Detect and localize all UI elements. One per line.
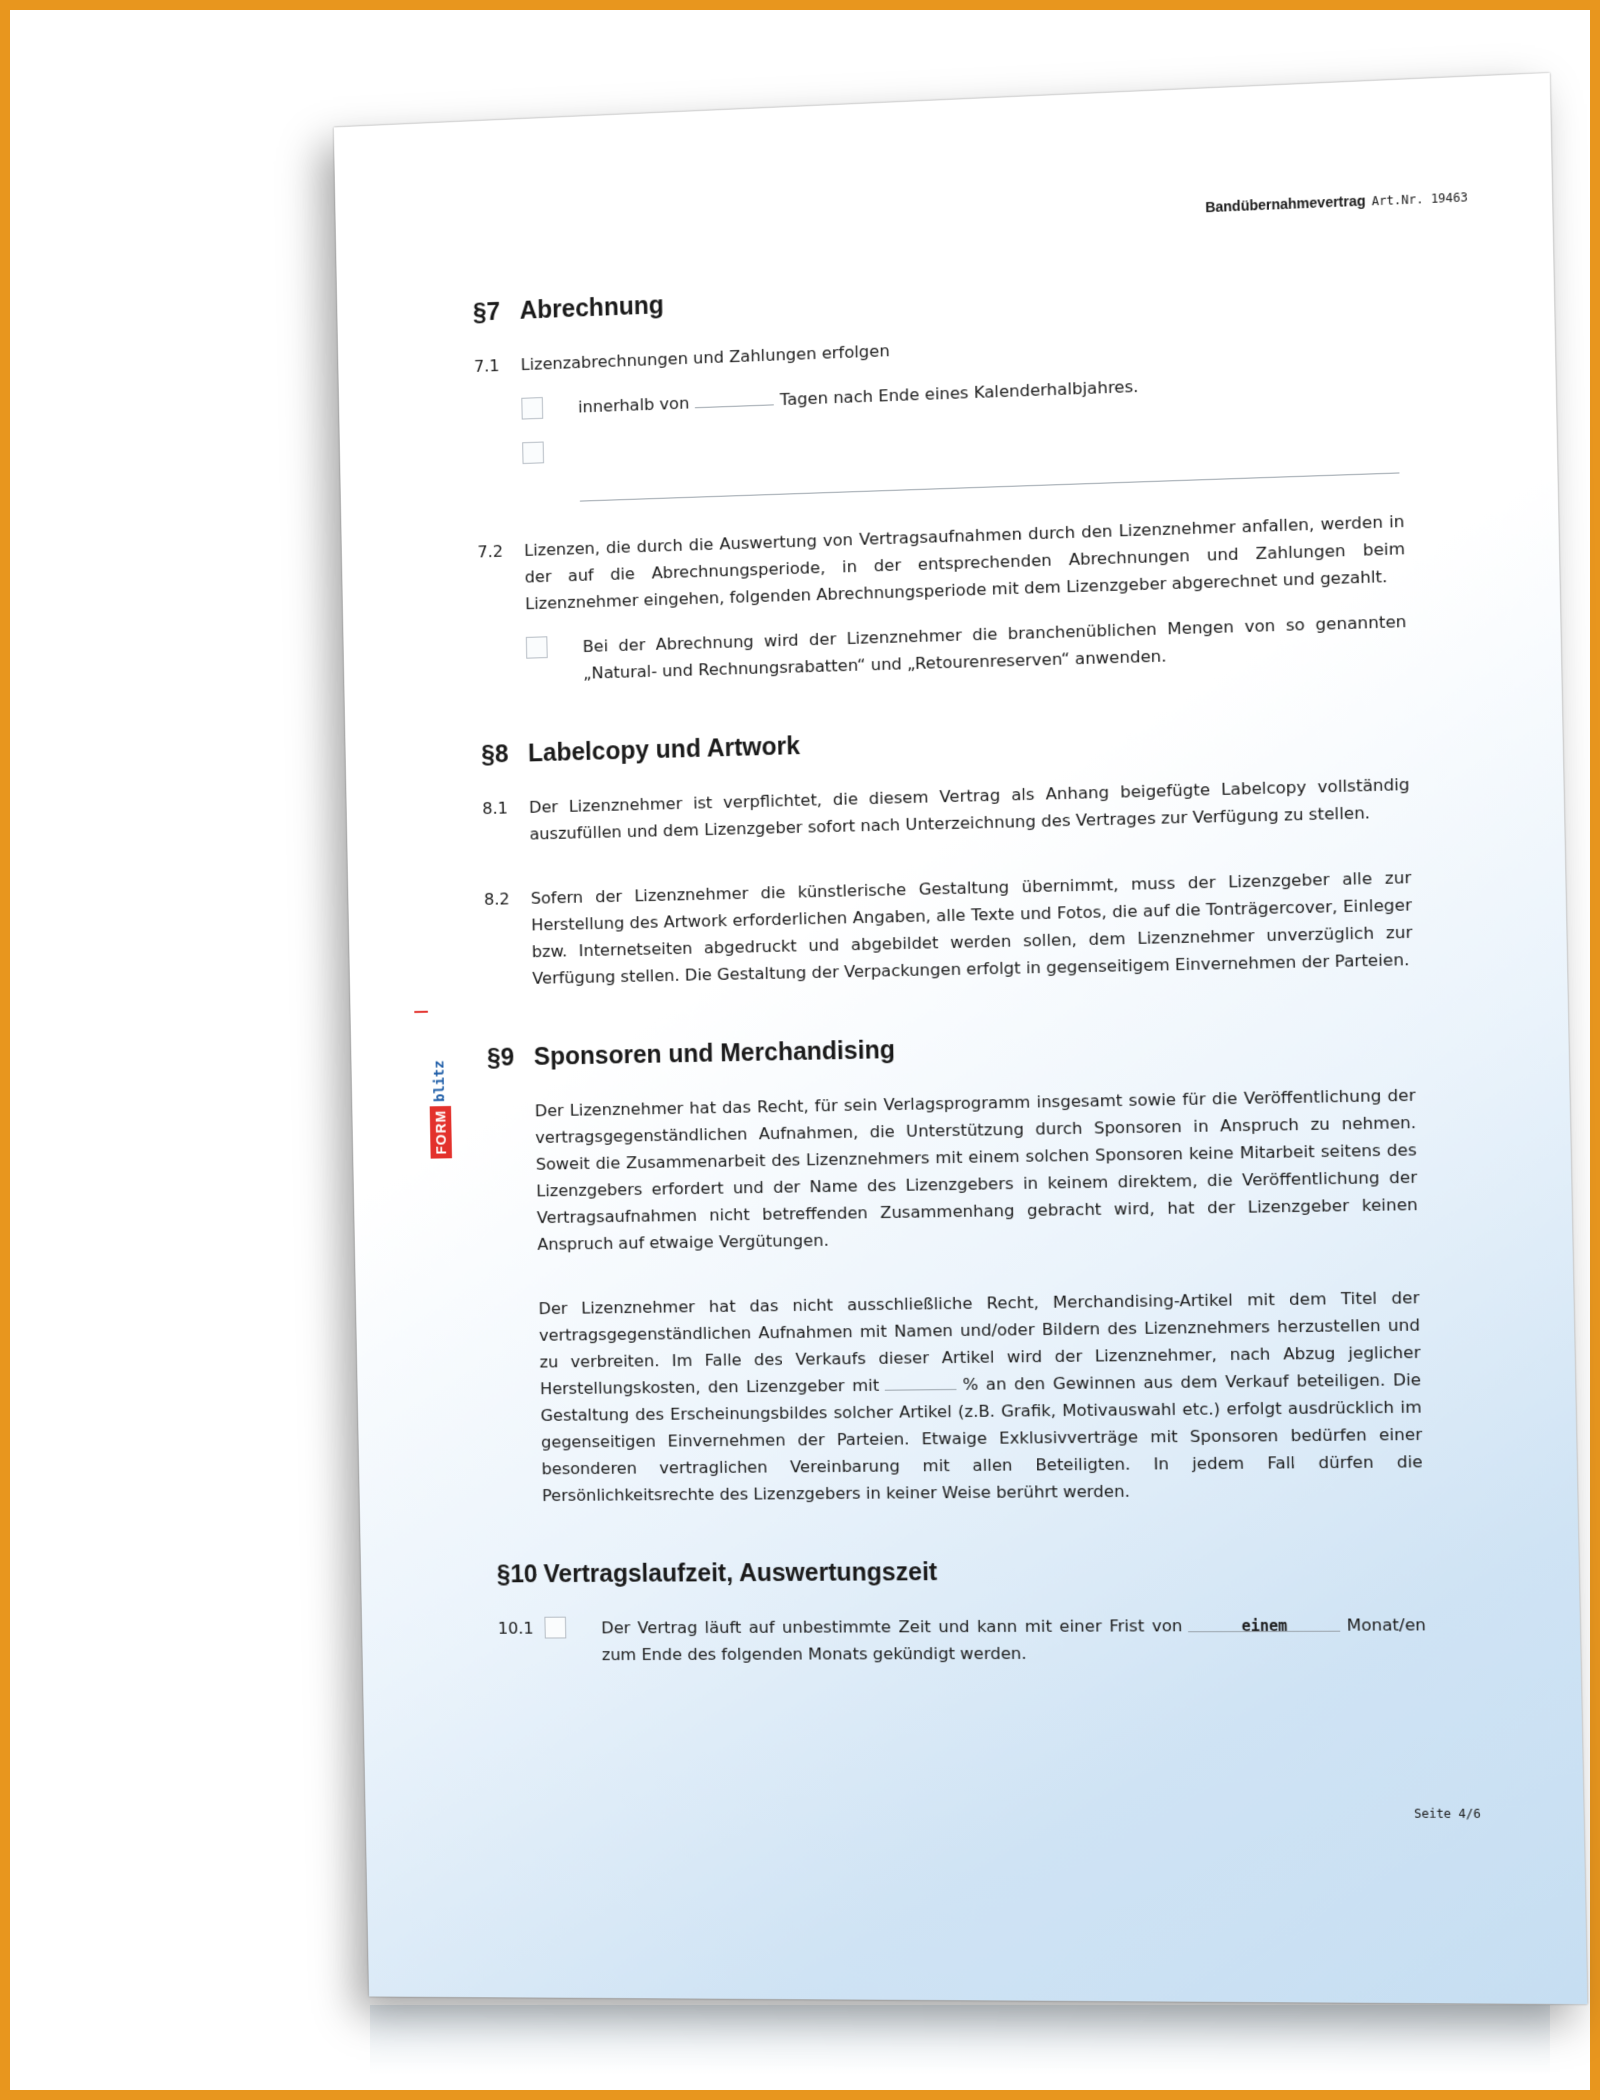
- clause-7-2: [477, 508, 1406, 619]
- option-text-after: Tagen nach Ende eines Kalenderhalbjahres.: [779, 376, 1139, 410]
- clause-text: Lizenzen, die durch die Auswertung von Vertragsaufnahmen durch den Lizenznehmer anfallen, werden in der auf die Abrechnungsperiode, in der entsprechenden Abrechnungen und Zahlungen beim Lizenznehmer eingehen, folgenden Abrechnungsperiode mit dem Lizenzgeber abgerechnet und gezahlt.: [524, 511, 1406, 614]
- section-10-title: [497, 1555, 1426, 1589]
- clause-8-1: [482, 771, 1410, 849]
- clause-text-before: Der Vertrag läuft auf unbestimmte Zeit und kann mit einer Frist von: [601, 1616, 1183, 1638]
- checkbox-7-1-b[interactable]: [522, 442, 544, 465]
- section-9-paragraph-2: [538, 1284, 1423, 1509]
- free-text-line[interactable]: [580, 471, 1400, 501]
- checkbox-10-1[interactable]: [544, 1617, 566, 1639]
- section-heading: Vertragslaufzeit, Auswertungszeit: [543, 1558, 938, 1589]
- clause-text: Der Lizenznehmer ist verpflichtet, die diesem Vertrag als Anhang beigefügte Labelcopy vollständig auszufüllen und dem Lizenzgeber sofort nach Unterzeichnung des Vertrages zur Verfügung zu stellen.: [528, 774, 1410, 844]
- section-heading: Labelcopy und Artwork: [527, 732, 801, 768]
- clause-number: 7.2: [477, 541, 504, 562]
- clause-text-after: Monat/en zum Ende des folgenden Monats gekündigt werden.: [601, 1615, 1427, 1665]
- section-number: §9: [486, 1043, 515, 1072]
- document-title: Bandübernahmevertrag: [1205, 192, 1366, 216]
- document-page: [334, 73, 1588, 2004]
- section-number: §10: [496, 1560, 538, 1589]
- document-header: [1205, 188, 1468, 215]
- section-7-title: [473, 262, 1400, 328]
- clause-8-2: [484, 864, 1413, 993]
- option-text: [578, 373, 1139, 421]
- formblitz-logo: [428, 1010, 452, 1158]
- option-7-2: [526, 608, 1407, 688]
- section-number: §8: [481, 740, 509, 769]
- days-input-blank[interactable]: [695, 386, 774, 408]
- clause-10-1: [498, 1611, 1427, 1668]
- clause-text: [601, 1611, 1427, 1668]
- article-number: Art.Nr. 19463: [1371, 190, 1468, 209]
- logo-part-blitz: blitz: [429, 1056, 451, 1106]
- section-number: §7: [472, 297, 501, 327]
- section-heading: Abrechnung: [519, 291, 664, 325]
- frame: [10, 10, 1590, 2090]
- checkbox-7-1-a[interactable]: [521, 397, 543, 420]
- section-heading: Sponsoren und Merchandising: [533, 1036, 896, 1071]
- option-text: Bei der Abrechnung wird der Lizenznehmer die branchenüblichen Mengen von so genannten „Natural- und Rechnungsrabatten“ und „Retourenreserven“ anwenden.: [582, 611, 1407, 683]
- document-content: [473, 262, 1427, 1686]
- percent-input-blank[interactable]: [885, 1371, 957, 1391]
- logo-accent-line: [414, 1011, 428, 1013]
- checkbox-7-2[interactable]: [526, 636, 548, 658]
- page-reflection: [370, 2005, 1550, 2075]
- paragraph-text-after: % an den Gewinnen aus dem Verkauf beteiligen. Die Gestaltung des Erscheinungsbildes solcher Artikel (z.B. Grafik, Motivauswahl etc.) erfolgt ausdrücklich im gegenseitigen Einvernehmen der Parteien. Etwaige Exklusivverträge mit Sponsoren bedürfen einer besonderen vertraglichen Vereinbarung mit allen Beteiligten. In jedem Fall dürfen die Persönlichkeitsrechte des Lizenzgebers in keiner Weise berührt werden.: [540, 1370, 1423, 1505]
- clause-number: 8.2: [483, 889, 510, 909]
- clause-text: Lizenzabrechnungen und Zahlungen erfolgen: [520, 341, 890, 375]
- clause-number: 10.1: [497, 1618, 534, 1638]
- page-number: Seite 4/6: [1413, 1806, 1481, 1821]
- clause-text: Sofern der Lizenznehmer die künstlerische Gestaltung übernimmt, muss der Lizenzgeber alle zur Herstellung des Artwork erforderlichen Angaben, alle Texte und Fotos, die auf die Tonträgercover, Einleger bzw. Internetseiten abgedruckt und abgebildet werden sollen, dem Lizenznehmer unverzüglich zur Verfügung stellen. Die Gestaltung der Verpackungen erfolgt in gegenseitigem Einvernehmen der Parteien.: [530, 867, 1413, 988]
- clause-number: 7.1: [473, 356, 500, 376]
- notice-period-input[interactable]: einem: [1188, 1613, 1341, 1633]
- section-9-paragraph-1: Der Lizenznehmer hat das Recht, für sein Verlagsprogramm insgesamt sowie für die Veröffentlichung der vertragsgegenständlichen Aufnahmen, die Unterstützung durch Sponsoren in Anspruch zu nehmen. Soweit die Zusammenarbeit des Lizenznehmers mit einem solchen Sponsoren keine Mitarbeit seitens des Lizenzgebers erfordert und der Name des Lizenzgebers in keinem direktem, die Veröffentlichung der Vertragsaufnahmen nicht betreffenden Zusammenhang gebracht wird, hat der Lizenzgeber keinen Anspruch auf etwaige Vergütungen.: [534, 1085, 1418, 1254]
- logo-part-form: FORM: [430, 1106, 452, 1159]
- clause-number: 8.1: [482, 798, 509, 819]
- paragraph-text-before: Der Lizenznehmer hat das nicht ausschließliche Recht, Merchandising-Artikel mit dem Titel der vertragsgegenständlichen Aufnahmen mit Namen und/oder Bildern des Lizenznehmers herzustellen und zu verbreiten. Im Falle des Verkaufs dieser Artikel wird der Lizenznehmer, nach Abzug jeglicher Herstellungskosten, den Lizenzgeber mit: [538, 1288, 1421, 1399]
- option-text-before: innerhalb von: [577, 393, 690, 417]
